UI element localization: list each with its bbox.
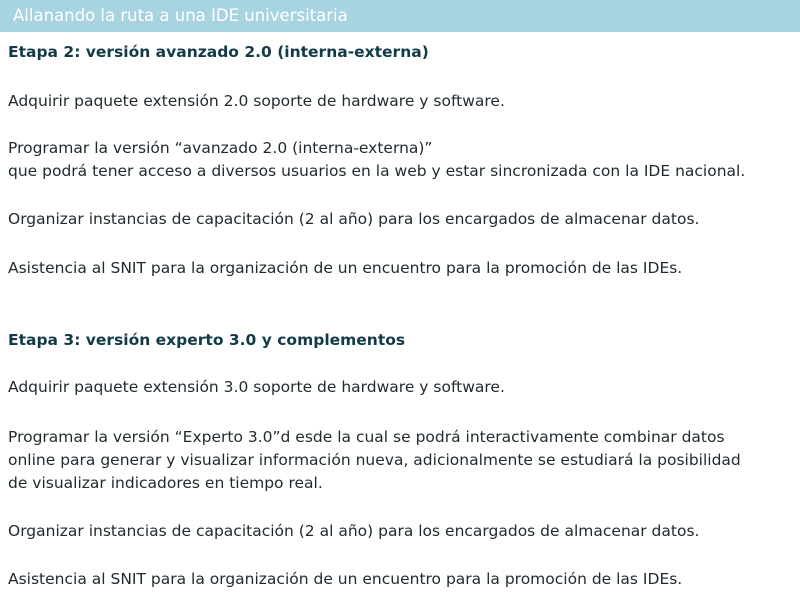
stage3-item-hardware: Adquirir paquete extensión 3.0 soporte de hardware y software. xyxy=(8,378,505,396)
page-title: Allanando la ruta a una IDE universitaria xyxy=(13,6,348,25)
stage2-item-hardware: Adquirir paquete extensión 2.0 soporte de hardware y software. xyxy=(8,92,505,110)
stage3-item-program-line2: online para generar y visualizar información nueva, adicionalmente se estudiará la posibilidad xyxy=(8,451,741,469)
stage3-item-snit: Asistencia al SNIT para la organización de un encuentro para la promoción de las IDEs. xyxy=(8,570,683,588)
stage2-item-training: Organizar instancias de capacitación (2 al año) para los encargados de almacenar datos. xyxy=(8,210,700,228)
stage3-item-training: Organizar instancias de capacitación (2 al año) para los encargados de almacenar datos. xyxy=(8,522,700,540)
stage3-heading: Etapa 3: versión experto 3.0 y complementos xyxy=(8,331,406,349)
stage3-item-program-line3: de visualizar indicadores en tiempo real. xyxy=(8,474,323,492)
stage2-item-program-line1: Programar la versión “avanzado 2.0 (interna-externa)” xyxy=(8,139,433,157)
stage2-item-snit: Asistencia al SNIT para la organización de un encuentro para la promoción de las IDEs. xyxy=(8,259,683,277)
stage2-heading: Etapa 2: versión avanzado 2.0 (interna-externa) xyxy=(8,43,429,61)
stage2-item-program-line2: que podrá tener acceso a diversos usuarios en la web y estar sincronizada con la IDE nacional. xyxy=(8,162,746,180)
title-bar xyxy=(0,0,800,32)
stage3-item-program-line1: Programar la versión “Experto 3.0”d esde la cual se podrá interactivamente combinar datos xyxy=(8,428,725,446)
